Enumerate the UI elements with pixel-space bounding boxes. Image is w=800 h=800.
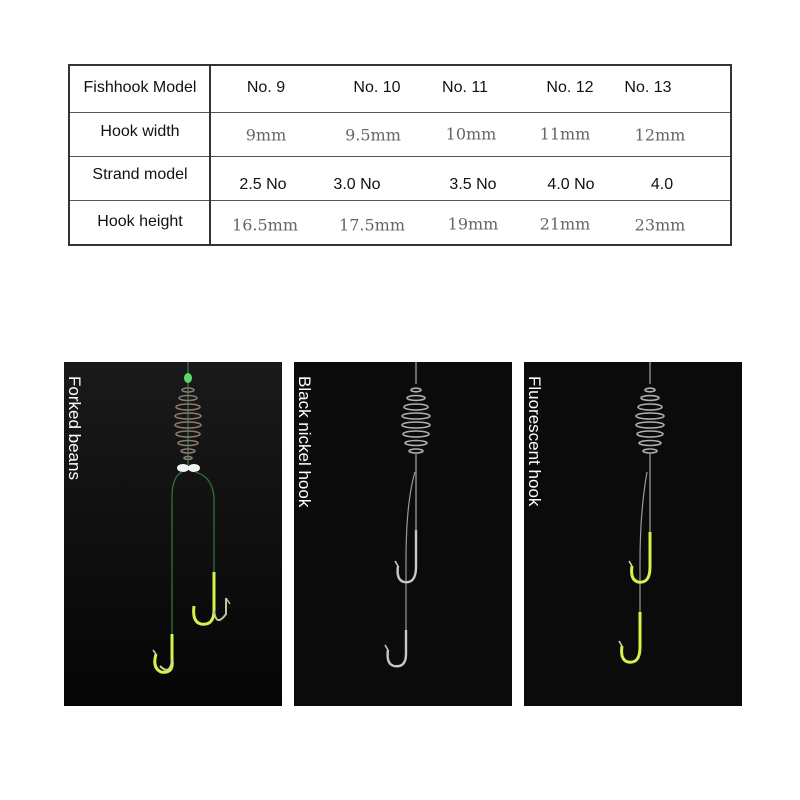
row-divider: [70, 112, 730, 113]
fluorescent-rig-illustration: [524, 362, 742, 706]
strand-cell: 4.0 No: [547, 176, 595, 193]
width-cell: 9.5mm: [345, 125, 401, 145]
width-cell: 9mm: [245, 125, 287, 145]
panel-caption: Black nickel hook: [295, 376, 314, 508]
model-cell: No. 10: [353, 79, 401, 96]
height-cell: 23mm: [634, 215, 686, 235]
photo-forked-beans: [64, 362, 282, 706]
model-cell: No. 12: [546, 79, 594, 96]
photo-fluorescent-hook: [524, 362, 742, 706]
strand-cell: 3.5 No: [449, 176, 497, 193]
row-divider: [70, 200, 730, 201]
row-label-fishhook-model: Fishhook Model: [83, 79, 197, 96]
height-cell: 19mm: [447, 214, 499, 234]
bead-icon: [184, 373, 192, 383]
spec-table: [68, 64, 732, 246]
row-label-hook-width: Hook width: [100, 123, 180, 140]
nickel-rig-illustration: [294, 362, 512, 706]
column-divider: [209, 66, 211, 244]
strand-cell: 2.5 No: [239, 176, 287, 193]
height-cell: 17.5mm: [339, 215, 405, 235]
panel-caption: Fluorescent hook: [525, 376, 544, 507]
strand-cell: 4.0: [650, 176, 674, 193]
height-cell: 16.5mm: [232, 215, 298, 235]
model-cell: No. 9: [246, 79, 286, 96]
width-cell: 12mm: [634, 125, 686, 145]
panel-caption: Forked beans: [65, 376, 84, 480]
model-cell: No. 11: [442, 79, 488, 96]
height-cell: 21mm: [539, 214, 591, 234]
model-cell: No. 13: [624, 79, 672, 96]
row-label-strand-model: Strand model: [92, 166, 188, 183]
width-cell: 11mm: [539, 124, 591, 144]
photo-black-nickel-hook: [294, 362, 512, 706]
strand-cell: 3.0 No: [333, 176, 381, 193]
row-label-hook-height: Hook height: [97, 213, 183, 230]
row-divider: [70, 156, 730, 157]
forked-rig-illustration: [64, 362, 282, 706]
width-cell: 10mm: [445, 124, 497, 144]
